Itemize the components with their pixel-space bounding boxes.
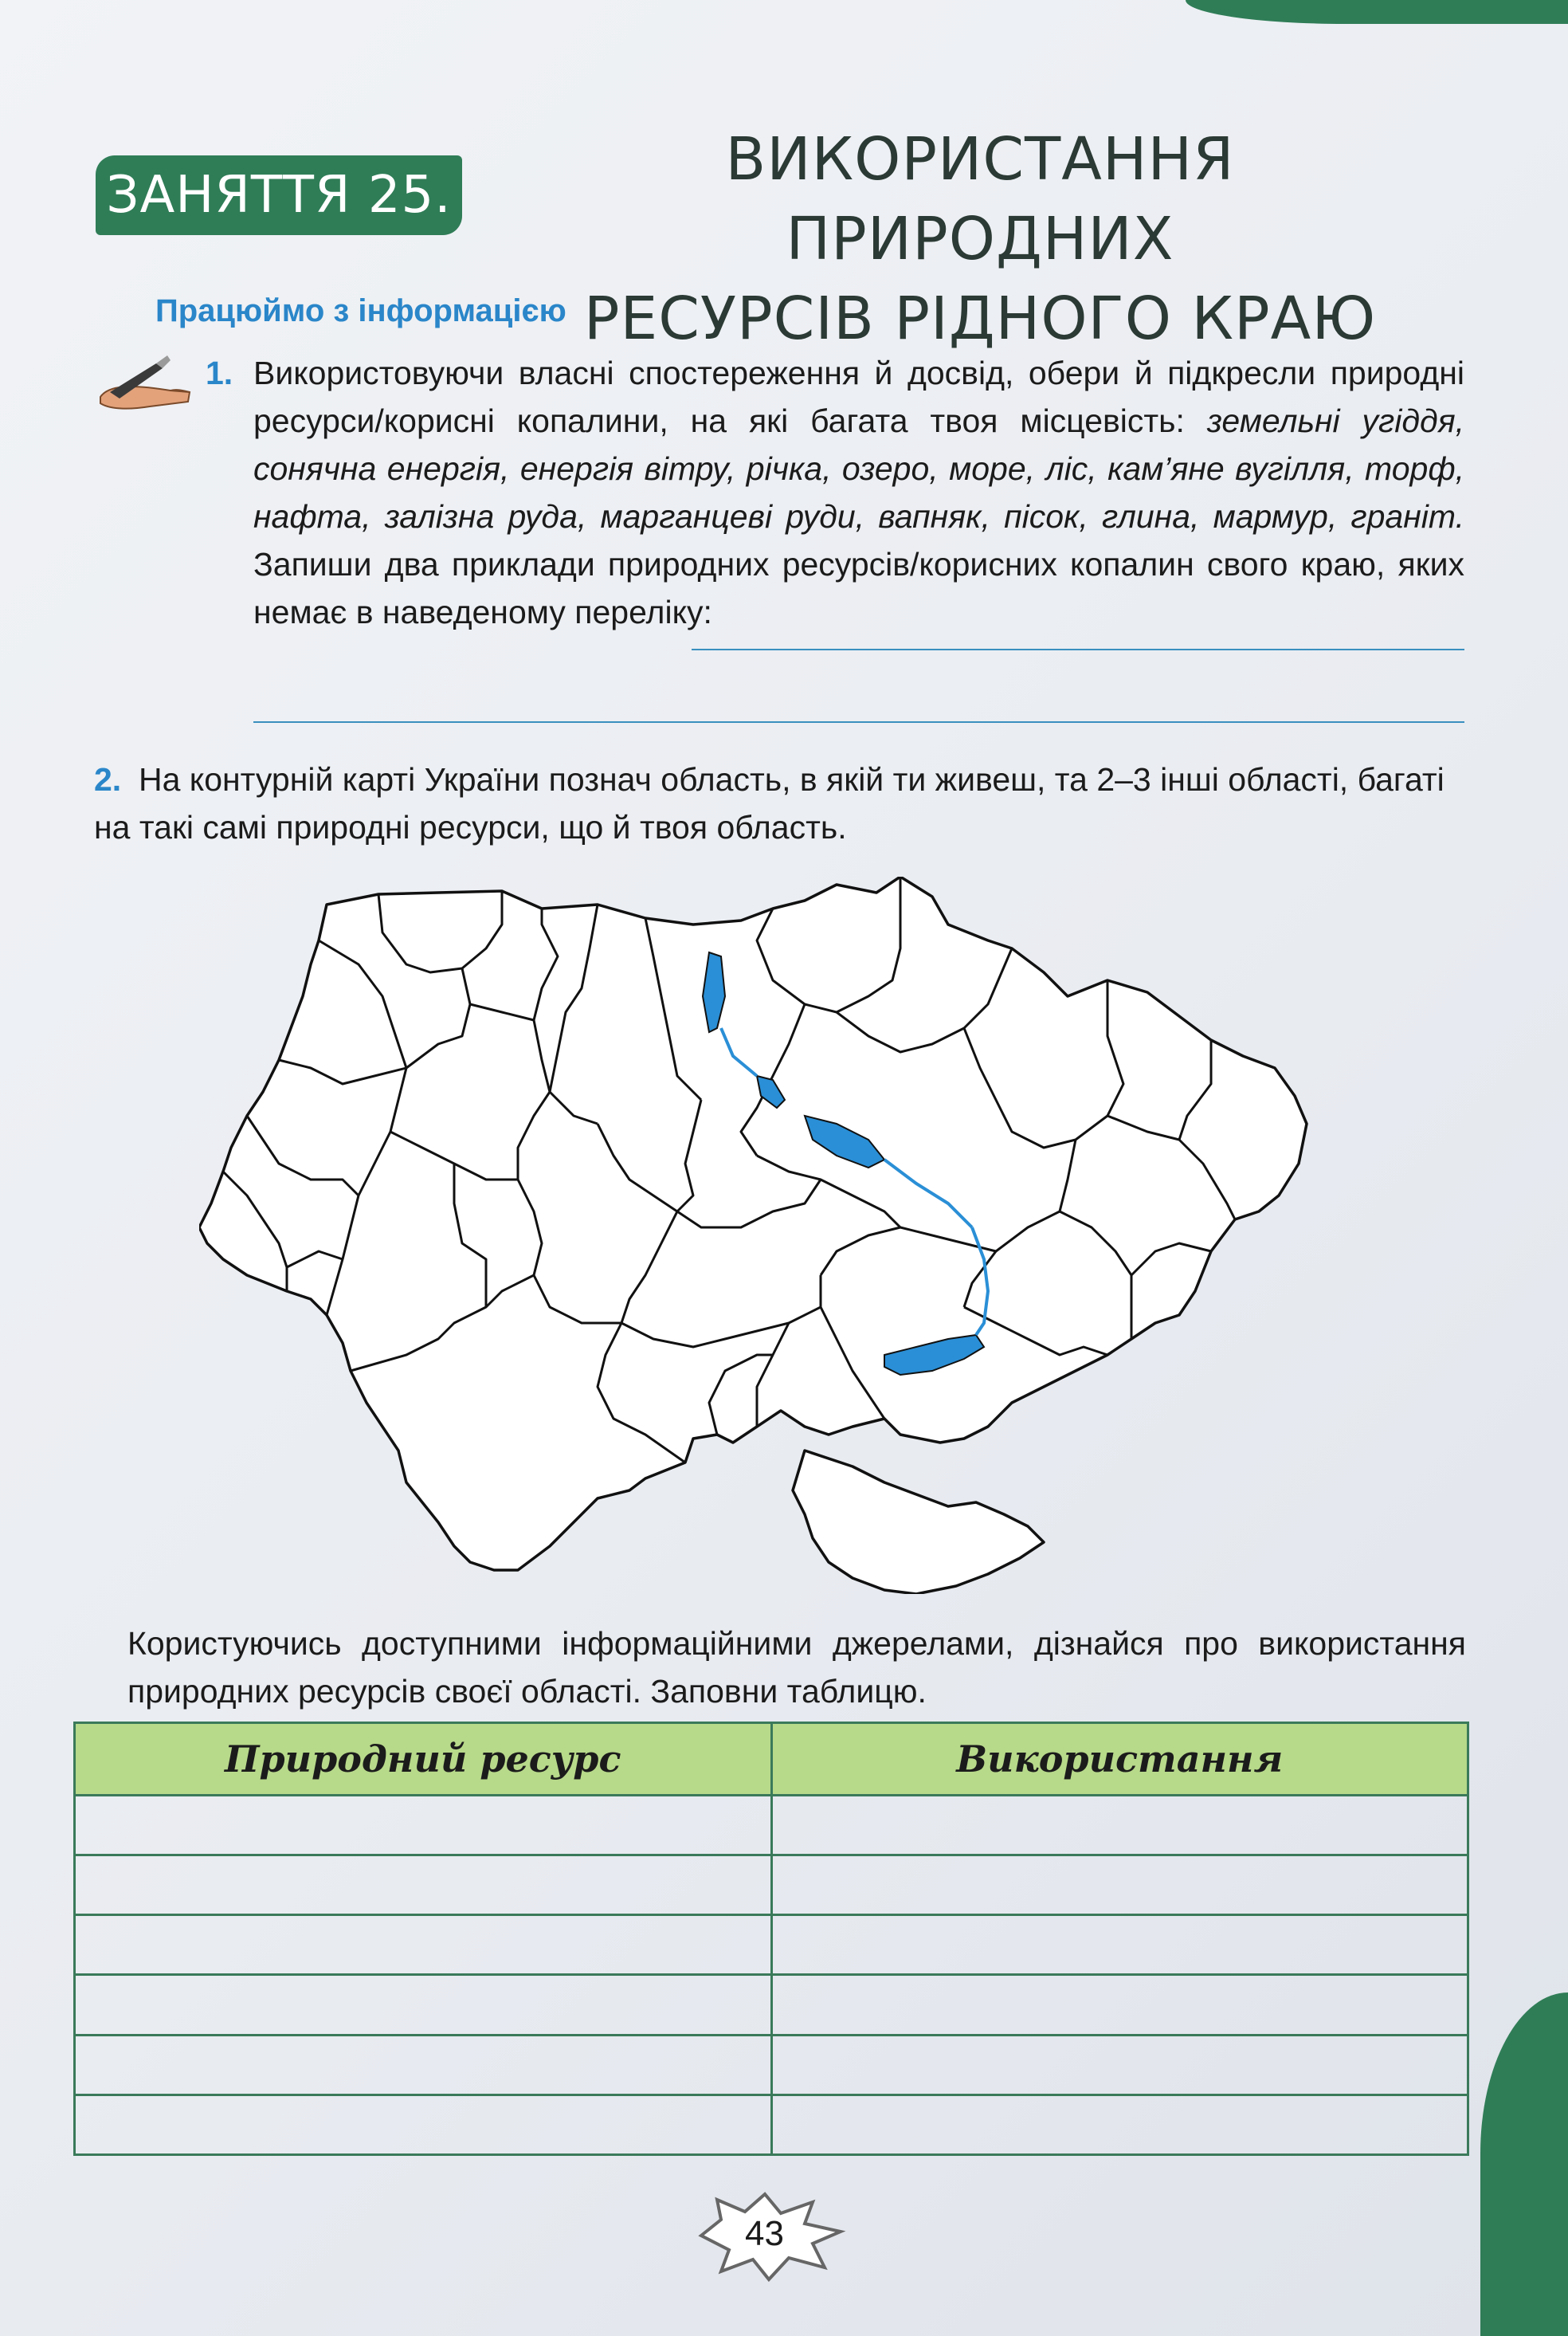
usage-cell[interactable] — [771, 1975, 1468, 2035]
usage-cell[interactable] — [771, 1855, 1468, 1915]
resource-cell[interactable] — [75, 1855, 772, 1915]
task2-instruction: На контурній карті України познач область, в якій ти живеш, та 2–3 інші області, багаті на такі самі природні ресурси, що й твоя область. — [94, 761, 1445, 846]
resource-cell[interactable] — [75, 2035, 772, 2095]
usage-cell[interactable] — [771, 2095, 1468, 2154]
resource-cell[interactable] — [75, 2095, 772, 2154]
map-outline — [199, 877, 1307, 1570]
task2-text — [94, 756, 1464, 851]
lesson-badge-text: ЗАНЯТТЯ 25. — [106, 166, 452, 225]
usage-cell[interactable] — [771, 2035, 1468, 2095]
resources-table — [73, 1722, 1469, 2156]
lesson-badge — [96, 155, 462, 235]
usage-cell[interactable] — [771, 1915, 1468, 1975]
usage-cell[interactable] — [771, 1796, 1468, 1855]
lesson-title-line1: ВИКОРИСТАННЯ ПРИРОДНИХ — [725, 125, 1235, 273]
writing-hand-icon — [94, 351, 198, 414]
task1-number: 1. — [206, 355, 233, 391]
resource-cell[interactable] — [75, 1915, 772, 1975]
table-row — [75, 1855, 1468, 1915]
task1-resource-list: земельні угіддя, сонячна енергія, енергія вітру, річка, озеро, море, ліс, кам’яне вугілля, торф, нафта, залізна руда, марганцеві руди, вапняк, пісок, глина, мармур, граніт. — [253, 402, 1465, 535]
header-natural-resource: Природний ресурс — [75, 1723, 772, 1796]
task2-number: 2. — [94, 761, 122, 798]
table-row — [75, 2035, 1468, 2095]
ukraine-contour-map[interactable] — [199, 877, 1331, 1594]
task3-text: Користуючись доступними інформаційними джерелами, дізнайся про використання природних ресурсів своєї області. Заповни таблицю. — [127, 1625, 1466, 1710]
corner-decoration-top — [1186, 0, 1568, 24]
map-crimea — [793, 1451, 1044, 1594]
corner-decoration-right — [1480, 1992, 1568, 2336]
answer-line-1[interactable] — [692, 649, 1464, 650]
header-usage: Використання — [771, 1723, 1468, 1796]
answer-line-2[interactable] — [253, 721, 1464, 723]
lesson-title-line2: РЕСУРСІВ РІДНОГО КРАЮ — [583, 285, 1377, 353]
lesson-title — [526, 120, 1434, 359]
section-heading: Працюймо з інформацією — [155, 293, 566, 328]
task1-text — [253, 349, 1464, 636]
table-row — [75, 1915, 1468, 1975]
table-row — [75, 1975, 1468, 2035]
table-row — [75, 1796, 1468, 1855]
task1-instruction: Запиши два приклади природних ресурсів/корисних копалин свого краю, яких немає в наведеному переліку: — [253, 546, 1464, 630]
task1-intro: Використовуючи власні спостереження й досвід, обери й підкресли природні ресурси/корисні копалини, на які багата твоя місцевість: — [253, 355, 1464, 439]
resource-cell[interactable] — [75, 1975, 772, 2035]
table-row — [75, 2095, 1468, 2154]
resource-cell[interactable] — [75, 1796, 772, 1855]
table-header-row — [75, 1723, 1468, 1796]
page-number: 43 — [745, 2214, 784, 2253]
